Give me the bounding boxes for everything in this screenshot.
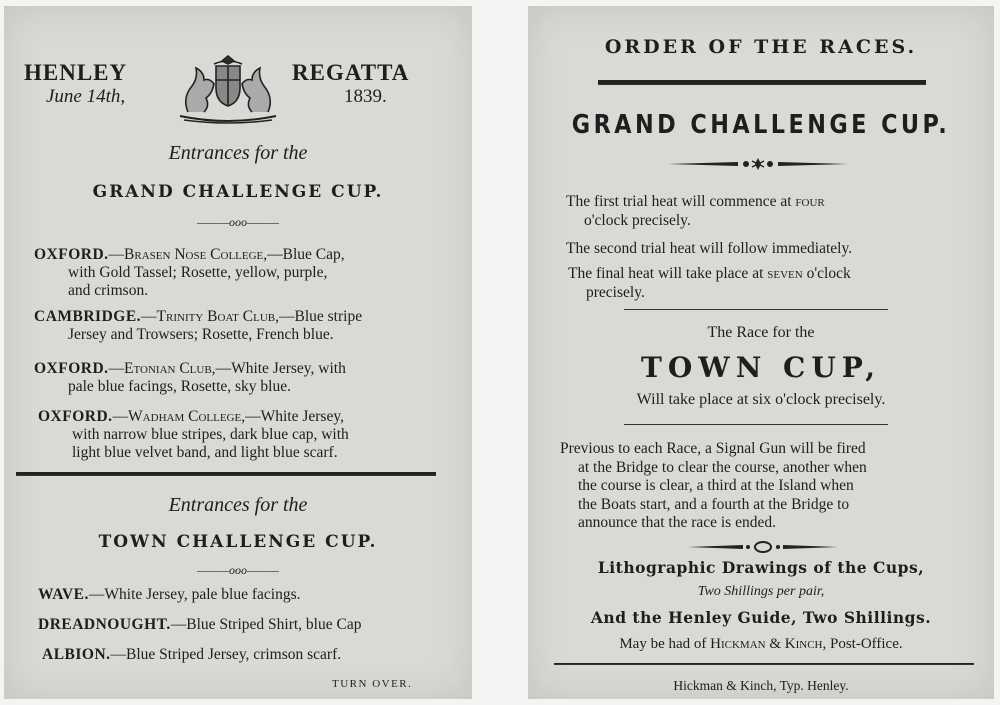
header-regatta: REGATTA: [292, 60, 410, 85]
race-for-heading: The Race for the: [707, 324, 815, 341]
entry-name: CAMBRIDGE.: [34, 308, 142, 325]
town-entry-wave: [38, 586, 301, 604]
heat-time: four: [795, 193, 825, 210]
entry-line: with Gold Tassel; Rosette, yellow, purple,: [68, 264, 328, 281]
entry-name: WAVE.: [38, 586, 89, 603]
first-heat-text: [566, 192, 825, 230]
entry-desc: —Blue Cap,: [267, 246, 345, 263]
ooo-divider: ———ooo———: [196, 215, 280, 229]
entry-name: OXFORD.: [34, 360, 109, 377]
entry-line: pale blue facings, Rosette, sky blue.: [68, 378, 291, 395]
heat-text: o'clock precisely.: [584, 212, 691, 229]
entry-line: with narrow blue stripes, dark blue cap, with: [72, 426, 349, 443]
entry-desc: —White Jersey, pale blue facings.: [88, 586, 301, 603]
section-divider: [16, 472, 436, 476]
entry-name: DREADNOUGHT.: [38, 616, 171, 633]
section-rule: [624, 424, 888, 425]
entry-desc: —White Jersey,: [245, 408, 344, 425]
entry-name: OXFORD.: [34, 246, 109, 263]
entry-line: light blue velvet band, and light blue scarf.: [72, 444, 338, 461]
town-cup-heading: TOWN CUP,: [641, 351, 881, 384]
entry-desc: —Blue stripe: [278, 308, 363, 325]
may-be-had-prefix: May be had of: [619, 636, 707, 652]
heat-time: seven: [767, 265, 803, 282]
ornament-divider-icon: [668, 157, 848, 171]
header-year: 1839.: [344, 86, 387, 107]
final-heat-text: [568, 264, 851, 302]
entry-trinity: [34, 308, 362, 344]
header-date: June 14th,: [46, 86, 126, 107]
header-henley: HENLEY: [24, 60, 128, 85]
lithographic-drawings-text: Lithographic Drawings of the Cups,: [597, 558, 925, 577]
entry-line: and crimson.: [68, 282, 149, 299]
town-entry-dreadnought: [38, 616, 361, 634]
signal-line: announce that the race is ended.: [578, 514, 776, 531]
left-page: [4, 6, 472, 699]
entry-name: OXFORD.: [38, 408, 113, 425]
town-entry-albion: [42, 646, 341, 664]
coat-of-arms-icon: [166, 50, 290, 124]
heat-text: precisely.: [586, 284, 645, 301]
entry-club: —Wadham College,: [112, 408, 246, 425]
entry-club: —Trinity Boat Club,: [141, 308, 279, 325]
entrances-town-heading: Entrances for the: [168, 494, 308, 516]
second-heat-text: The second trial heat will follow immediately.: [566, 240, 853, 257]
entry-desc: —White Jersey, with: [215, 360, 346, 377]
signal-line: the course is clear, a third at the Island when: [578, 477, 854, 494]
right-page: [528, 6, 994, 699]
heat-text: The final heat will take place at: [568, 265, 764, 282]
ooo-divider: ———ooo———: [196, 563, 280, 577]
title-rule: [598, 80, 926, 85]
order-of-races-title: ORDER OF THE RACES.: [604, 36, 918, 58]
may-be-had-names: Hickman & Kinch: [710, 636, 823, 652]
entry-wadham: [38, 408, 349, 462]
chain-ornament-icon: [688, 541, 838, 553]
turn-over-note: TURN OVER.: [332, 678, 413, 690]
entry-name: ALBION.: [42, 646, 111, 663]
entry-club: —Brasen Nose College,: [108, 246, 268, 263]
printer-imprint: Hickman & Kinch, Typ. Henley.: [673, 678, 849, 693]
litho-price-text: Two Shillings per pair,: [697, 584, 825, 599]
section-rule: [624, 309, 888, 310]
town-challenge-cup-title: TOWN CHALLENGE CUP.: [98, 532, 378, 552]
signal-gun-paragraph: [560, 440, 867, 533]
town-cup-time: Will take place at six o'clock precisely.: [636, 391, 886, 408]
entry-desc: —Blue Striped Jersey, crimson scarf.: [110, 646, 342, 663]
footer-rule: [554, 663, 974, 665]
may-be-had-text: [528, 636, 994, 653]
may-be-had-suffix: , Post-Office.: [822, 636, 903, 652]
entry-brasenose: [34, 246, 345, 300]
entry-desc: —Blue Striped Shirt, blue Cap: [170, 616, 362, 633]
entry-etonian: [34, 360, 346, 396]
signal-line: Previous to each Race, a Signal Gun will be fired: [560, 440, 866, 457]
signal-line: at the Bridge to clear the course, another when: [578, 458, 867, 476]
heat-text: o'clock: [806, 265, 851, 282]
grand-challenge-cup-title: GRAND CHALLENGE CUP.: [92, 182, 384, 202]
entrances-grand-heading: Entrances for the: [168, 142, 308, 164]
grand-challenge-cup-heading: GRAND CHALLENGE CUP.: [571, 110, 951, 140]
entry-line: Jersey and Trowsers; Rosette, French blue.: [68, 326, 334, 343]
henley-guide-text: And the Henley Guide, Two Shillings.: [590, 608, 932, 627]
heat-text: The first trial heat will commence at: [566, 193, 792, 210]
signal-line: the Boats start, and a fourth at the Bridge to: [578, 495, 850, 513]
entry-club: —Etonian Club,: [108, 360, 216, 377]
